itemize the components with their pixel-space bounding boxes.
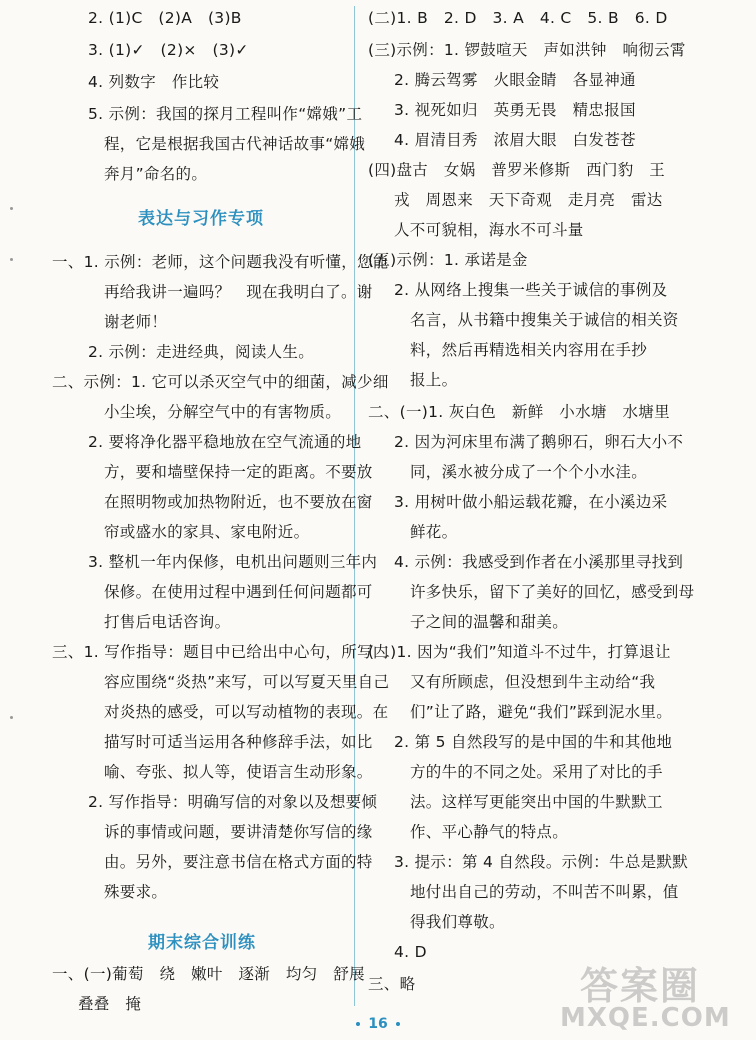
scan-speck [10,207,13,210]
answer-line: 诉的事情或问题，要讲清楚你写信的缘 [104,823,373,841]
answer-line: 3. 用树叶做小船运载花瓣，在小溪边采 [394,493,668,511]
answer-line: 一、1. 示例：老师，这个问题我没有听懂，您能 [52,253,389,271]
answer-line: (四)盘古 女娲 普罗米修斯 西门豹 王 [368,161,666,179]
answer-line: 容应围绕“炎热”来写，可以写夏天里自己 [104,673,390,691]
answer-line: 4. D [394,943,427,961]
answer-line: 打售后电话咨询。 [104,613,231,631]
answer-line: 5. 示例：我国的探月工程叫作“嫦娥”工 [88,105,363,123]
section-heading-expression-writing: 表达与习作专项 [138,209,264,229]
answer-line: 2. (1)C (2)A (3)B [88,9,242,27]
watermark-top: 答案圈 [580,964,701,1008]
answer-line: 帘或盛水的家具、家电附近。 [104,523,310,541]
answer-line: 喻、夸张、拟人等，使语言生动形象。 [104,763,373,781]
answer-line: 同，溪水被分成了一个个小水洼。 [410,463,648,481]
dot-icon [356,1022,360,1026]
answer-line: 再给我讲一遍吗？ 现在我明白了。谢 [104,283,373,301]
scan-speck [10,258,13,261]
page-number-text: 16 [368,1016,388,1032]
answer-line: 2. 第 5 自然段写的是中国的牛和其他地 [394,733,673,751]
answer-line: 4. 眉清目秀 浓眉大眼 白发苍苍 [394,131,636,149]
section-heading-final-training: 期末综合训练 [148,933,256,953]
answer-line: 3. 提示：第 4 自然段。示例：牛总是默默 [394,853,689,871]
answer-line: 保修。在使用过程中遇到任何问题都可 [104,583,373,601]
answer-line: 对炎热的感受，可以写动植物的表现。在 [104,703,389,721]
answer-line: (三)示例：1. 锣鼓喧天 声如洪钟 响彻云霄 [368,41,686,59]
answer-line: 作、平心静气的特点。 [410,823,569,841]
answer-line: 3. (1)✓ (2)× (3)✓ [88,41,249,59]
answer-line: 2. 腾云驾雾 火眼金睛 各显神通 [394,71,636,89]
answer-line: 又有所顾虑，但没想到牛主动给“我 [410,673,656,691]
answer-line: 报上。 [410,371,458,389]
answer-line: 谢老师！ [104,313,168,331]
answer-line: 小尘埃，分解空气中的有害物质。 [104,403,342,421]
answer-line: 方，要和墙壁保持一定的距离。不要放 [104,463,373,481]
answer-line: 4. 列数字 作比较 [88,73,220,91]
answer-line: (五)示例：1. 承诺是金 [368,251,528,269]
answer-line: 方的牛的不同之处。采用了对比的手 [410,763,663,781]
answer-line: 二、(一)1. 灰白色 新鲜 小水塘 水塘里 [368,403,670,421]
answer-line: 2. 因为河床里布满了鹅卵石，卵石大小不 [394,433,684,451]
answer-line: 程，它是根据我国古代神话故事“嫦娥 [104,135,366,153]
answer-line: 3. 视死如归 英勇无畏 精忠报国 [394,101,636,119]
answer-line: 得我们尊敬。 [410,913,505,931]
answer-line: 子之间的温馨和甜美。 [410,613,569,631]
answer-line: 许多快乐，留下了美好的回忆，感受到母 [410,583,695,601]
answer-line: (二)1. 因为“我们”知道斗不过牛，打算退让 [368,643,671,661]
answer-line: 2. 从网络上搜集一些关于诚信的事例及 [394,281,668,299]
watermark-logo [560,955,750,1035]
answer-line: 在照明物或加热物附近，也不要放在窗 [104,493,373,511]
answer-line: 鲜花。 [410,523,458,541]
answer-line: 叠叠 掩 [78,995,142,1013]
answer-line: 料，然后再精选相关内容用在手抄 [410,341,648,359]
answer-line: 法。这样写更能突出中国的牛默默工 [410,793,663,811]
answer-line: 名言，从书籍中搜集关于诚信的相关资 [410,311,679,329]
answer-line: 描写时可适当运用各种修辞手法，如比 [104,733,373,751]
answer-line: 三、略 [368,975,416,993]
answer-line: 奔月”命名的。 [104,165,208,183]
scan-speck [10,716,13,719]
answer-line: 们”让了路，避免“我们”踩到泥水里。 [410,703,672,721]
dot-icon [396,1022,400,1026]
answer-line: 3. 整机一年内保修，电机出问题则三年内 [88,553,378,571]
answer-line: 殊要求。 [104,883,168,901]
answer-line: 人不可貌相，海水不可斗量 [394,221,584,239]
answer-line: (二)1. B 2. D 3. A 4. C 5. B 6. D [368,9,668,27]
answer-line: 由。另外，要注意书信在格式方面的特 [104,853,373,871]
answer-line: 2. 要将净化器平稳地放在空气流通的地 [88,433,362,451]
answer-line: 2. 示例：走进经典，阅读人生。 [88,343,315,361]
answer-line: 2. 写作指导：明确写信的对象以及想要倾 [88,793,378,811]
answer-line: 三、1. 写作指导：题目中已给出中心句，所写内 [52,643,389,661]
watermark-bottom: MXQE.COM [560,1003,731,1033]
answer-line: 二、示例：1. 它可以杀灭空气中的细菌，减少细 [52,373,389,391]
answer-line: 戎 周恩来 天下奇观 走月亮 雷达 [394,191,663,209]
answer-line: 地付出自己的劳动，不叫苦不叫累，值 [410,883,679,901]
answer-line: 4. 示例：我感受到作者在小溪那里寻找到 [394,553,684,571]
answer-line: 一、(一)葡萄 绕 嫩叶 逐渐 均匀 舒展 [52,965,365,983]
